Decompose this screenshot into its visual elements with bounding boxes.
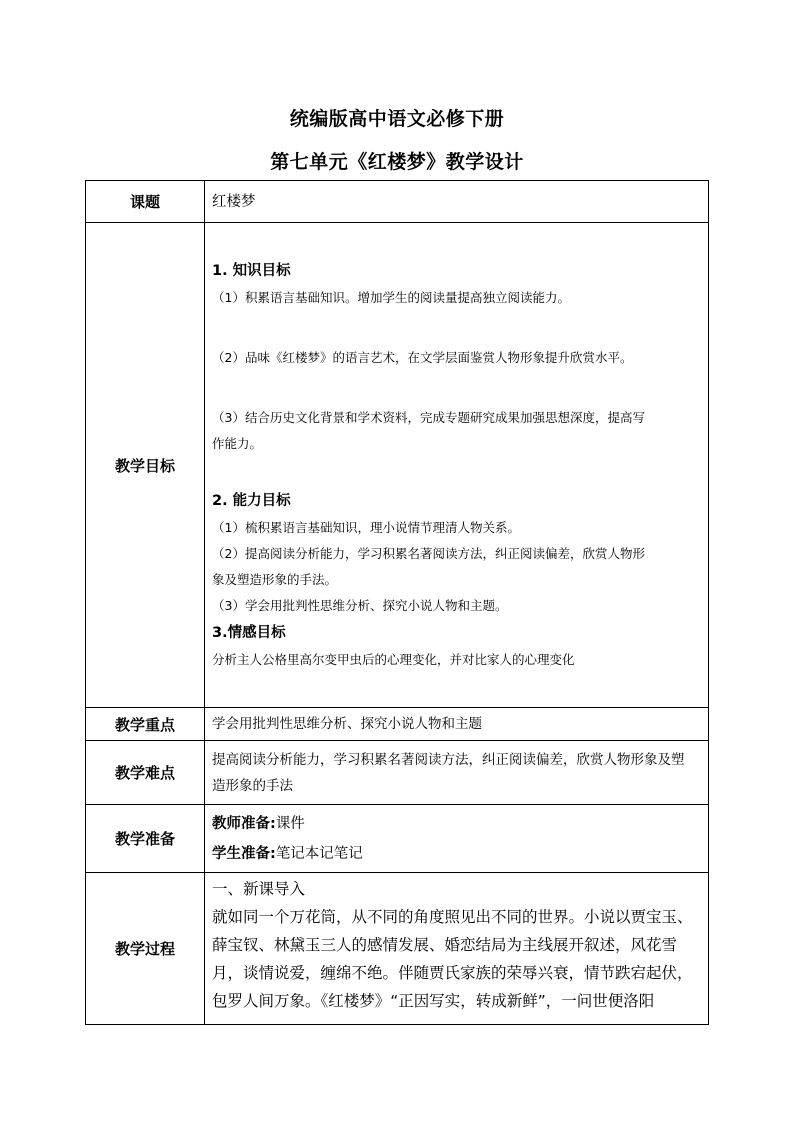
knowledge-item-3b: 作能力。 [212,436,263,451]
ability-item-3: （3）学会用批判性思维分析、探究小说人物和主题。 [212,598,508,613]
student-preparation [212,839,701,869]
lesson-plan-table [85,180,709,1025]
value-preparation [205,805,709,873]
value-difficulties [205,741,709,805]
ability-item-1: （1）梳积累语言基础知识，理小说情节理清人物关系。 [212,520,520,535]
ability-heading: 2. 能力目标 [212,493,291,509]
label-key-points: 教学重点 [86,708,205,741]
label-topic: 课题 [86,181,205,223]
process-paragraph-line-3: 月，谈情说爱，缠绵不绝。伴随贾氏家族的荣辱兴衰，情节跌宕起伏， [212,964,693,982]
row-key-points [86,708,709,741]
label-objectives: 教学目标 [86,223,205,708]
value-key-points: 学会用批判性思维分析、探究小说人物和主题 [205,708,709,741]
process-paragraph-line-2: 薛宝钗、林黛玉三人的感情发展、婚恋结局为主线展开叙述，风花雪 [212,936,678,954]
row-preparation [86,805,709,873]
student-preparation-label: 学生准备: [212,845,276,862]
label-process: 教学过程 [86,873,205,1025]
process-paragraph-line-4: 包罗人间万象。《红楼梦》“正因写实，转成新鲜”，一问世便洛阳 [212,992,655,1010]
emotion-heading: 3.情感目标 [212,625,286,641]
document-title-line1: 统编版高中语文必修下册 [289,108,505,130]
process-heading: 一、新课导入 [212,880,306,898]
knowledge-item-1: （1）积累语言基础知识。增加学生的阅读量提高独立阅读能力。 [212,290,570,305]
value-topic: 红楼梦 [205,181,709,223]
teacher-preparation [212,809,701,839]
knowledge-heading: 1. 知识目标 [212,263,291,279]
row-objectives [86,223,709,708]
emotion-item-1: 分析主人公格里高尔变甲虫后的心理变化，并对比家人的心理变化 [212,652,575,667]
knowledge-item-3a: （3）结合历史文化背景和学术资料，完成专题研究成果加强思想深度，提高写 [212,410,645,425]
row-process [86,873,709,1025]
document-title-line2: 第七单元《红楼梦》教学设计 [270,151,524,173]
difficulties-line-2: 造形象的手法 [212,777,293,794]
row-difficulties [86,741,709,805]
process-paragraph-line-1: 就如同一个万花筒，从不同的角度照见出不同的世界。小说以贾宝玉、 [212,908,693,926]
teacher-preparation-label: 教师准备: [212,815,276,832]
value-process [205,873,709,1025]
label-preparation: 教学准备 [86,805,205,873]
knowledge-item-2: （2）品味《红楼梦》的语言艺术，在文学层面鉴赏人物形象提升欣赏水平。 [212,350,633,365]
ability-item-2a: （2）提高阅读分析能力，学习积累名著阅读方法，纠正阅读偏差，欣赏人物形 [212,546,645,561]
difficulties-line-1: 提高阅读分析能力，学习积累名著阅读方法，纠正阅读偏差，欣赏人物形象及塑 [212,751,685,768]
teacher-preparation-value: 课件 [275,815,305,832]
row-topic [86,181,709,223]
value-objectives [205,223,709,708]
student-preparation-value: 笔记本记笔记 [275,845,363,862]
ability-item-2b: 象及塑造形象的手法。 [212,572,338,587]
label-difficulties: 教学难点 [86,741,205,805]
